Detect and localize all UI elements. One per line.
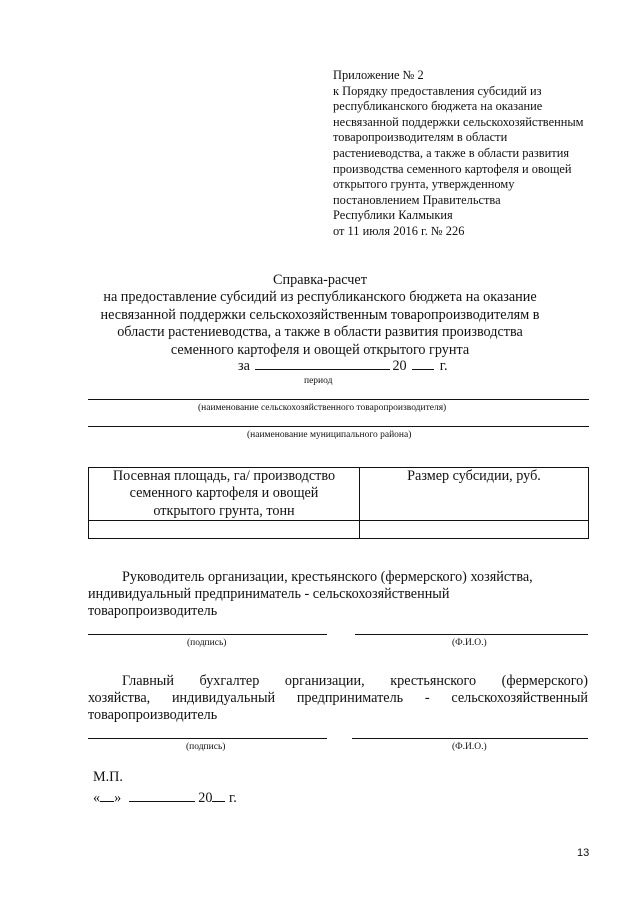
date-day-blank[interactable] xyxy=(100,789,114,802)
head-name-caption: (Ф.И.О.) xyxy=(452,638,487,648)
date-open-quote: « xyxy=(93,790,101,806)
period-year: 20 xyxy=(392,358,407,374)
table-header-line: открытого грунта, тонн xyxy=(153,502,295,519)
head-signature-line[interactable] xyxy=(88,634,327,635)
appendix-line: Республики Калмыкия xyxy=(333,208,453,223)
date-close-quote: » xyxy=(114,790,122,806)
accountant-line-2: хозяйства, индивидуальный предприниматель - сельскохозяйственный xyxy=(88,690,588,706)
appendix-line: производства семенного картофеля и овощей xyxy=(333,161,572,176)
appendix-line: республиканского бюджета на оказание xyxy=(333,99,543,114)
title-line: на предоставление субсидий из республиканского бюджета на оказание xyxy=(103,289,537,306)
appendix-line: от 11 июля 2016 г. № 226 xyxy=(333,223,465,238)
head-line-3: товаропроизводитель xyxy=(88,603,218,619)
appendix-line: Приложение № 2 xyxy=(333,68,424,82)
table-header-line: Посевная площадь, га/ производство xyxy=(112,468,336,484)
calculation-table xyxy=(88,467,589,539)
producer-caption: (наименование сельскохозяйственного товаропроизводителя) xyxy=(198,403,447,413)
head-line-2: индивидуальный предприниматель - сельскохозяйственный xyxy=(88,586,450,602)
district-name-line[interactable] xyxy=(88,426,589,427)
document-title xyxy=(60,272,580,359)
accountant-signature-line[interactable] xyxy=(88,738,327,739)
producer-name-line[interactable] xyxy=(88,399,589,400)
date-field xyxy=(93,789,237,807)
date-year: 20 xyxy=(198,790,213,806)
table-header-row xyxy=(89,468,589,521)
table-header-area xyxy=(89,468,360,521)
period-suffix: г. xyxy=(439,358,448,374)
table-cell-subsidy[interactable] xyxy=(360,521,589,539)
appendix-line: к Порядку предоставления субсидий из xyxy=(333,83,542,98)
district-caption: (наименование муниципального района) xyxy=(247,430,412,440)
accountant-name-caption: (Ф.И.О.) xyxy=(452,742,487,752)
accountant-line-3: товаропроизводитель xyxy=(88,707,218,723)
table-cell-area[interactable] xyxy=(89,521,360,539)
title-line: семенного картофеля и овощей открытого грунта xyxy=(170,341,470,358)
period-year-blank[interactable] xyxy=(412,357,434,370)
period-blank[interactable] xyxy=(255,357,390,370)
head-sign-caption: (подпись) xyxy=(187,638,227,648)
appendix-line: открытого грунта, утвержденному xyxy=(333,177,515,192)
page-number: 13 xyxy=(577,847,590,859)
date-month-blank[interactable] xyxy=(129,789,195,802)
accountant-line-1: Главный бухгалтер организации, крестьянского (фермерского) xyxy=(122,673,588,689)
date-suffix: г. xyxy=(229,790,237,806)
table-header-line: семенного картофеля и овощей xyxy=(129,485,319,502)
appendix-line: растениеводства, а также в области развития xyxy=(333,145,570,160)
table-header-subsidy: Размер субсидии, руб. xyxy=(360,468,589,521)
period-field xyxy=(238,357,468,375)
head-name-line[interactable] xyxy=(355,634,588,635)
date-year-blank[interactable] xyxy=(212,789,225,802)
period-prefix: за xyxy=(238,358,250,374)
appendix-line: постановлением Правительства xyxy=(333,192,501,207)
table-row xyxy=(89,521,589,539)
stamp-label: М.П. xyxy=(93,769,123,785)
accountant-sign-caption: (подпись) xyxy=(186,742,226,752)
period-caption: период xyxy=(304,376,333,386)
title-line: несвязанной поддержки сельскохозяйственным товаропроизводителям в xyxy=(100,306,540,323)
appendix-line: несвязанной поддержки сельскохозяйственным xyxy=(333,114,584,129)
title-line: области растениеводства, а также в области развития производства xyxy=(117,324,523,341)
accountant-name-line[interactable] xyxy=(352,738,588,739)
appendix-header xyxy=(333,68,633,240)
head-line-1: Руководитель организации, крестьянского (фермерского) хозяйства, xyxy=(122,569,533,585)
title-heading: Справка-расчет xyxy=(273,272,367,288)
appendix-line: товаропроизводителям в области xyxy=(333,130,508,145)
